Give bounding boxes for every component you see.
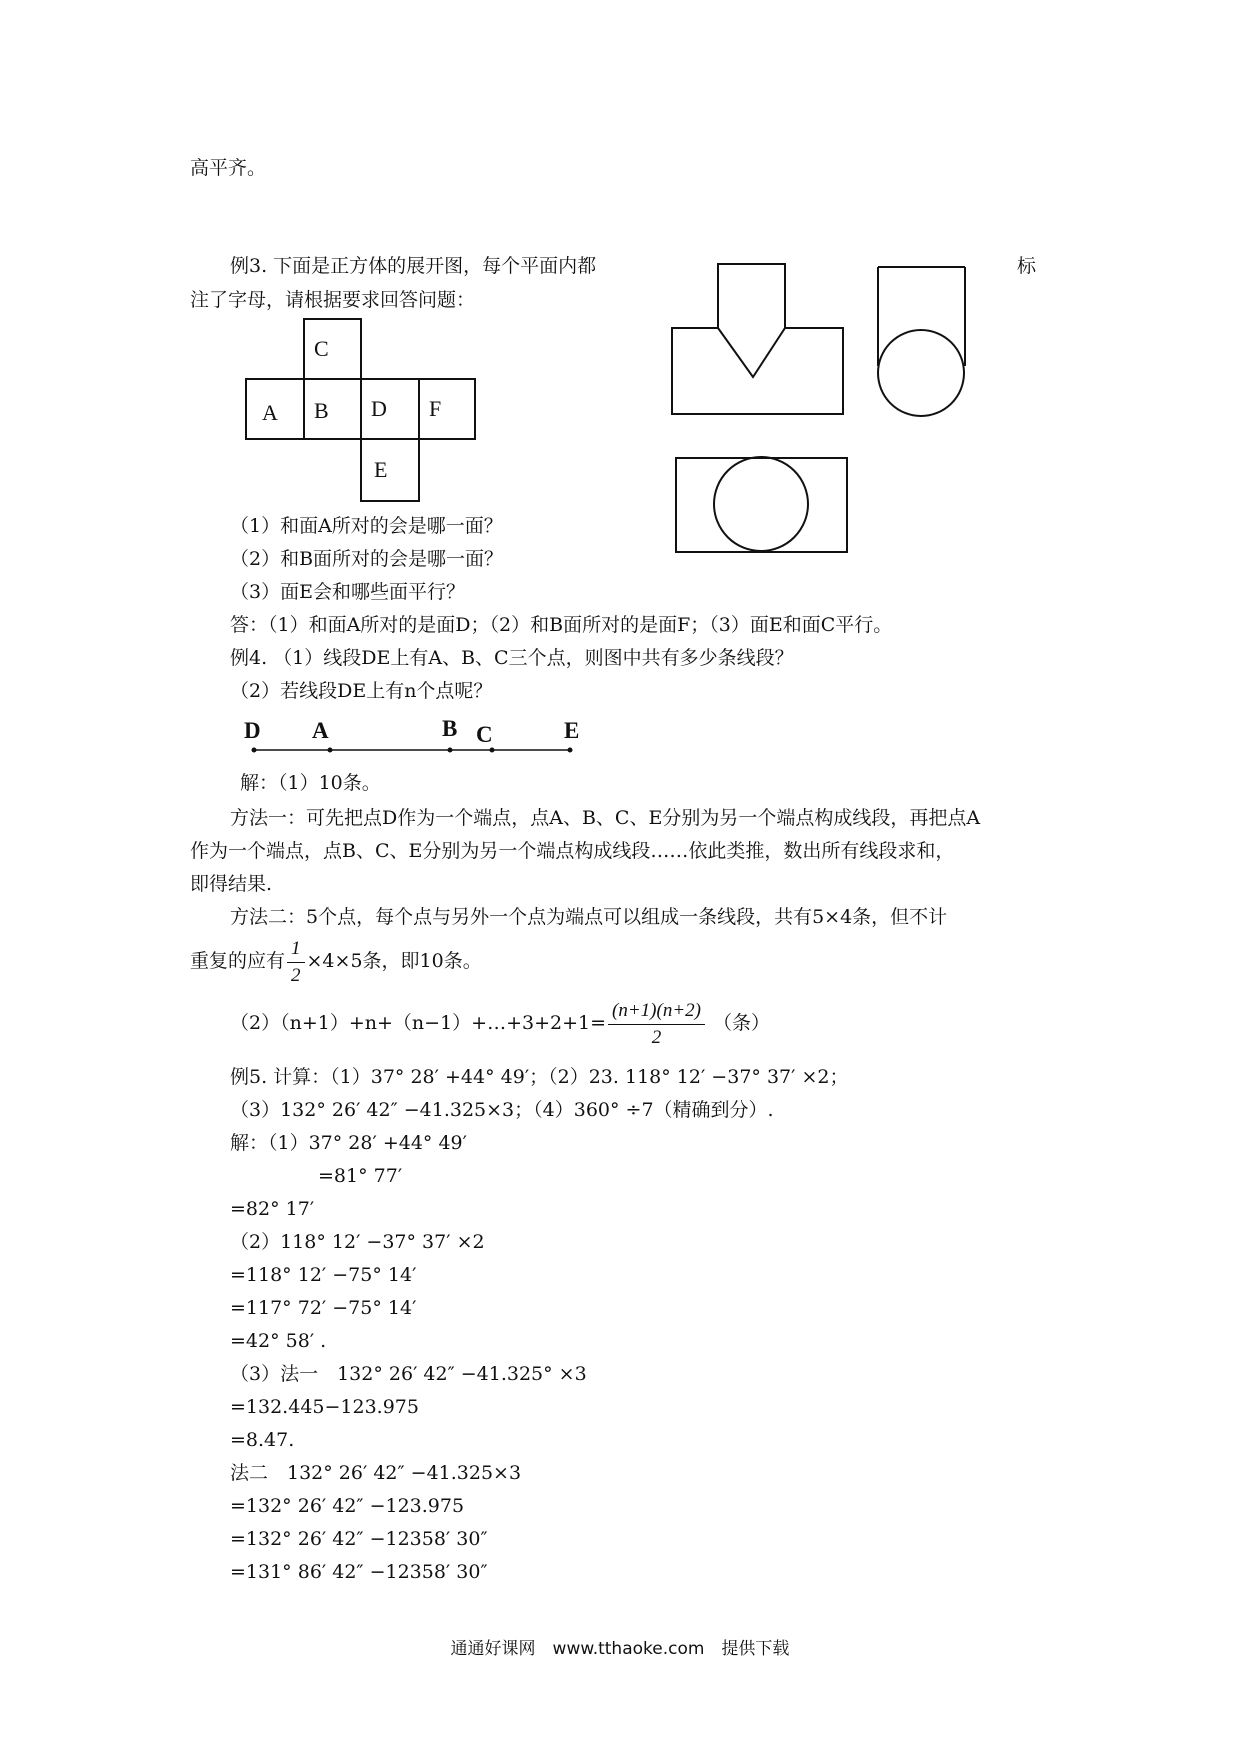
method1-line3: 即得结果.: [190, 873, 273, 895]
method1-line2: 作为一个端点，点B、C、E分别为另一个端点构成线段……依此类推，数出所有线段求和，: [190, 840, 955, 862]
point-label-d: D: [244, 718, 261, 743]
method2-line1: 方法二：5个点，每个点与另外一个点为端点可以组成一条线段，共有5×4条，但不计: [230, 906, 948, 928]
formula-numerator: (n+1)(n+2): [608, 998, 705, 1025]
ex3-line1-right: 标: [1017, 255, 1037, 277]
ex5-line-10: =8.47.: [230, 1429, 295, 1451]
three-view-diagram: [660, 258, 990, 558]
segment-de-diagram: [230, 712, 610, 760]
point-label-c: C: [476, 722, 493, 747]
formula-fraction: [608, 998, 705, 1051]
ex3-line2: 注了字母，请根据要求回答问题：: [190, 289, 476, 311]
front-view: [672, 264, 843, 414]
ex3-question-3: （3）面E会和哪些面平行？: [230, 581, 465, 603]
method2-post: ×4×5条，即10条。: [306, 950, 482, 972]
method2-pre: 重复的应有: [190, 950, 286, 972]
ex5-line-7: =42° 58′ .: [230, 1330, 327, 1352]
ex5-question-1: 例5. 计算：（1）37° 28′ +44° 49′；（2）23. 118° 12′ −37° 37′ ×2；: [230, 1066, 849, 1088]
ex5-line-14: =131° 86′ 42″ −12358′ 30″: [230, 1561, 488, 1583]
page-footer: 通通好课网 www.tthaoke.com 提供下载: [450, 1639, 790, 1659]
ex3-question-1: （1）和面A所对的会是哪一面？: [230, 515, 503, 537]
top-fragment: 高平齐。: [190, 157, 267, 179]
point-label-b: B: [442, 716, 458, 741]
method2-line2: [190, 932, 482, 990]
fraction-numerator: 1: [287, 936, 305, 963]
ex4-question-2: （2）若线段DE上有n个点呢？: [230, 680, 493, 702]
part2-post: （条）: [712, 1012, 770, 1034]
ex5-line-4: （2）118° 12′ −37° 37′ ×2: [230, 1231, 485, 1253]
ex5-line-2: =81° 77′: [318, 1165, 403, 1187]
part2-formula: [230, 994, 770, 1052]
ex5-line-12: =132° 26′ 42″ −123.975: [230, 1495, 465, 1517]
net-label-a: A: [262, 400, 278, 425]
top-view: [676, 457, 847, 552]
fraction-one-half: [287, 936, 305, 989]
ex5-line-13: =132° 26′ 42″ −12358′ 30″: [230, 1528, 488, 1550]
cube-net-diagram: [240, 318, 480, 504]
ex5-line-9: =132.445−123.975: [230, 1396, 419, 1418]
ex5-line-3: =82° 17′: [230, 1198, 315, 1220]
part2-pre: （2）（n+1）+n+（n−1）+…+3+2+1=: [230, 1012, 607, 1034]
net-label-e: E: [374, 457, 388, 482]
net-label-b: B: [314, 398, 329, 423]
net-label-f: F: [429, 396, 442, 421]
ex5-line-1: 解：（1）37° 28′ +44° 49′: [230, 1132, 467, 1154]
net-label-d: D: [371, 396, 387, 421]
side-view: [878, 267, 965, 416]
ex3-answer: 答：（1）和面A所对的是面D；（2）和B面所对的是面F；（3）面E和面C平行。: [230, 614, 893, 636]
formula-denominator: 2: [651, 1026, 662, 1048]
fraction-denominator: 2: [291, 964, 301, 986]
method1-line1: 方法一：可先把点D作为一个端点，点A、B、C、E分别为另一个端点构成线段，再把点A: [230, 807, 981, 829]
ex4-solution-1: 解：（1）10条。: [240, 772, 381, 794]
ex5-question-2: （3）132° 26′ 42″ −41.325×3；（4）360° ÷7（精确到分）.: [230, 1099, 774, 1121]
ex5-line-6: =117° 72′ −75° 14′: [230, 1297, 417, 1319]
point-label-a: A: [312, 718, 329, 743]
ex5-line-5: =118° 12′ −75° 14′: [230, 1264, 417, 1286]
ex3-question-2: （2）和B面所对的会是哪一面？: [230, 548, 504, 570]
ex3-line1: 例3. 下面是正方体的展开图，每个平面内都: [230, 255, 597, 277]
ex4-question-1: 例4. （1）线段DE上有A、B、C三个点，则图中共有多少条线段？: [230, 647, 794, 669]
point-label-e: E: [564, 718, 580, 743]
net-label-c: C: [314, 336, 329, 361]
ex5-line-8: （3）法一 132° 26′ 42″ −41.325° ×3: [230, 1363, 587, 1385]
ex5-line-11: 法二 132° 26′ 42″ −41.325×3: [230, 1462, 522, 1484]
